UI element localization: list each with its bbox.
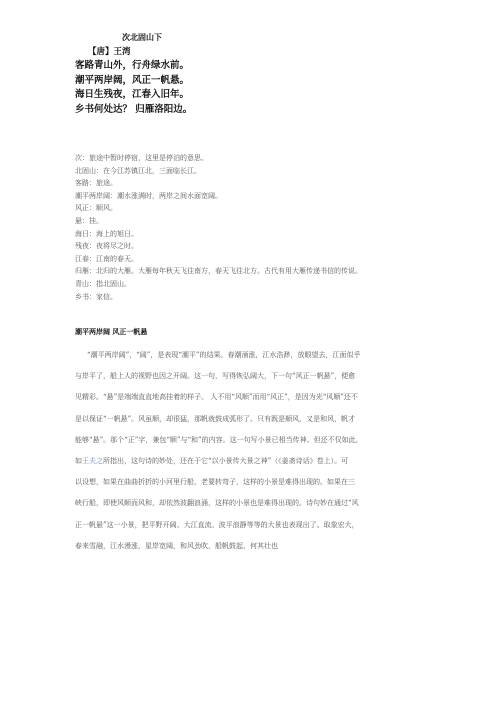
analysis-paragraph <box>75 345 431 557</box>
author-link[interactable]: 王夫之 <box>82 457 103 466</box>
poem-body <box>75 59 192 117</box>
note-item: 江春：江南的春天。 <box>75 254 138 263</box>
note-item: 客路：旅途。 <box>75 179 117 188</box>
note-item: 北固山：在今江苏镇江北，三面临长江。 <box>75 166 201 175</box>
poem-line: 客路青山外，行舟绿水前。 <box>75 60 190 71</box>
paragraph-line: 春来雪融，江水漫涨，星岸宽阔，和风劲吹，船帆鼓起，何其壮也 <box>75 541 278 550</box>
section-heading: 潮平两岸阔 风正一帆悬 <box>75 328 148 336</box>
poem-title: 次北固山下 <box>122 33 162 42</box>
paragraph-line: 能够“悬”。那个“正”字，兼包“顺”与“和”的内容。这一句写小景已相当传神。但还不仅如此， <box>75 435 363 444</box>
note-item: 残夜：夜将尽之时。 <box>75 242 138 251</box>
paragraph-line: 峡行船，即使风顺而风和，却依然波翻浪涌，这样的小景也是难得出现的。诗句妙在通过“风 <box>75 499 359 508</box>
note-item: 归雁：北归的大雁。大雁每年秋天飞往南方，春天飞往北方。古代有用大雁传递书信的传说。 <box>75 267 362 276</box>
paragraph-text: 如 <box>75 457 82 466</box>
paragraph-line: 正一帆悬”这一小景，把平野开阔、大江直流、波平浪静等等的大景也表现出了。取象宏大， <box>75 520 359 529</box>
note-item: 风正：顺风。 <box>75 204 117 213</box>
paragraph-line: 以设想，如果在曲曲折折的小河里行船，老要转弯子，这样的小景是难得出现的。如果在三 <box>75 478 355 487</box>
paragraph-line <box>75 451 431 472</box>
paragraph-line: 是以保证“一帆悬”。风虽顺，却很猛，那帆就鼓成弧形了。只有既是顺风，又是和风，帆才 <box>75 414 356 423</box>
note-item: 乡书：家信。 <box>75 292 117 301</box>
poem-line: 乡书何处达？ 归雁洛阳边。 <box>75 103 193 115</box>
paragraph-text: 所指出，这句诗的妙处，还在于它“以小景传大景之神”（《姜斋诗话》卷上）。可 <box>103 457 349 466</box>
note-item: 悬：挂。 <box>75 216 103 225</box>
paragraph-line: 见精彩。“悬”是端端直直地高挂着的样子。 人不用“风顺”而用“风正”，是因为光“风顺”还不 <box>75 393 358 402</box>
note-item: 青山：指北固山。 <box>75 279 131 288</box>
paragraph-line: 与岸平了，船上人的视野也因之开阔。这一句，写得恢弘阔大，下一句“风正一帆悬”，便愈 <box>75 372 356 381</box>
note-item: 次：旅途中暂时停宿，这里是停泊的意思。 <box>75 154 208 162</box>
poem-line: 海日生残夜，江春入旧年。 <box>75 89 190 100</box>
note-item: 潮平两岸阔：潮水涨满时，两岸之间水面宽阔。 <box>75 191 222 200</box>
poem-author: 【唐】王湾 <box>88 47 131 57</box>
annotations <box>75 152 435 303</box>
paragraph-line: “潮平两岸阔”，“阔”，是表现“潮平”的结果。春潮涌涨，江水浩渺，放眼望去，江面似乎 <box>87 351 361 359</box>
note-item: 海日：海上的旭日。 <box>75 229 138 238</box>
poem-line: 潮平两岸阔，风正一帆悬。 <box>75 74 190 86</box>
